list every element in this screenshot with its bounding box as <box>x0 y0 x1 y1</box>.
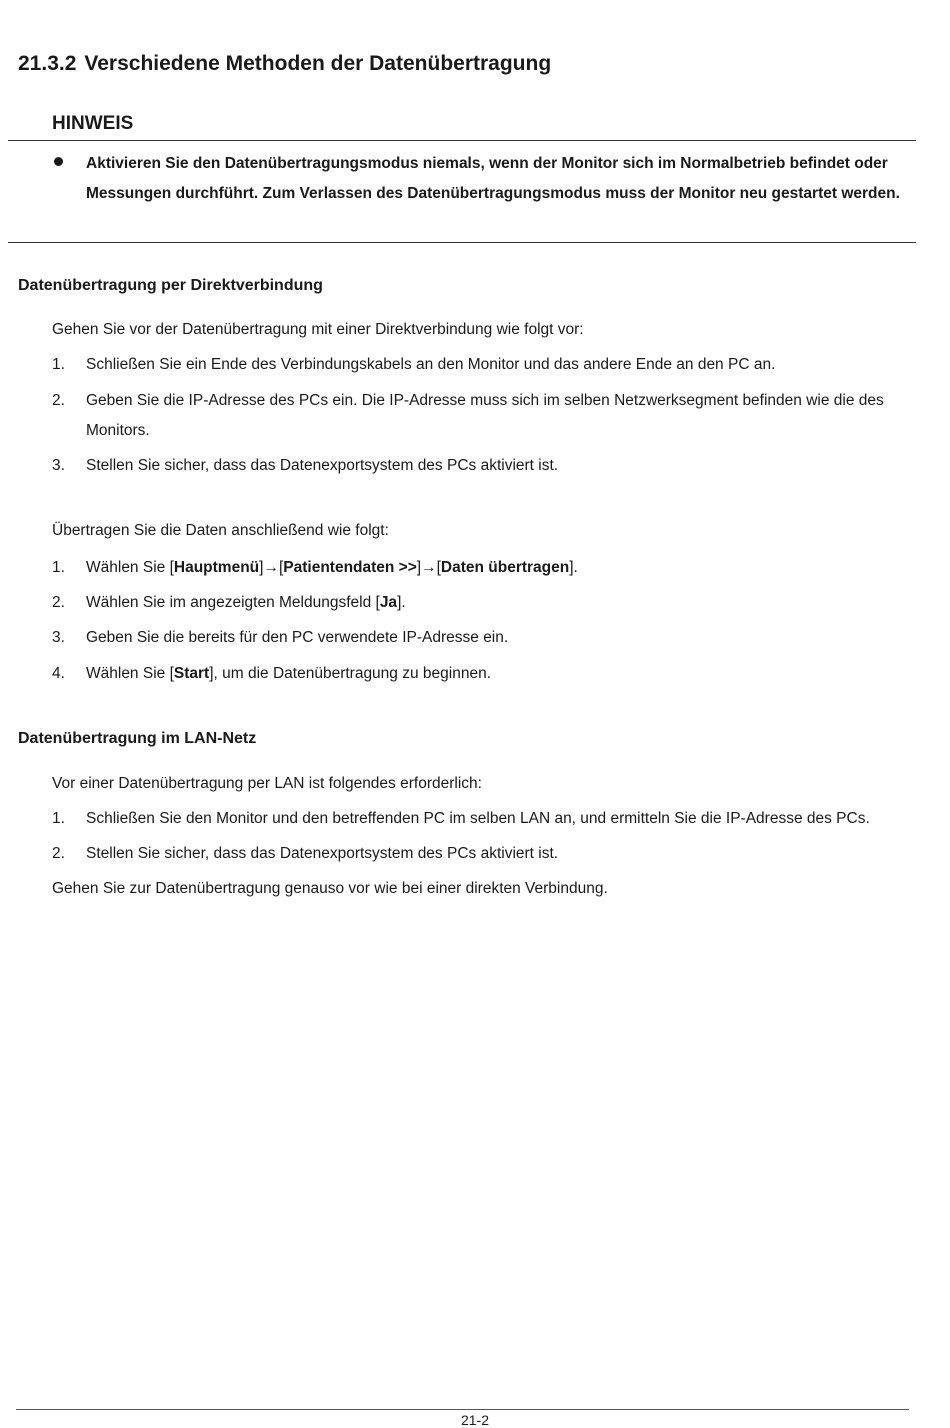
lan-heading: Datenübertragung im LAN-Netz <box>18 730 257 747</box>
note-title: HINWEIS <box>52 113 134 134</box>
transfer-step-1-num: 1. <box>52 559 65 576</box>
direct-step-2-text: Geben Sie die IP-Adresse des PCs ein. Die IP-Adresse muss sich im selben Netzwerksegment befinden wie die des Monitors. <box>86 392 884 439</box>
transfer-intro: Übertragen Sie die Daten anschließend wie folgt: <box>52 522 389 539</box>
lan-outro: Gehen Sie zur Datenübertragung genauso vor wie bei einer direkten Verbindung. <box>52 880 608 897</box>
footer-rule <box>16 1409 909 1410</box>
transfer-step-1-text: Wählen Sie [Hauptmenü]→[Patientendaten >>]→[Daten übertragen]. <box>86 559 578 576</box>
note-text: Aktivieren Sie den Datenübertragungsmodus niemals, wenn der Monitor sich im Normalbetrieb befindet oder Messungen durchführt. Zum Verlassen des Datenübertragungsmodus muss der Monitor neu gestartet werden. <box>86 155 900 202</box>
menu-path-patientendaten: Patientendaten >> <box>283 559 417 576</box>
menu-path-hauptmenu: Hauptmenü <box>173 559 260 576</box>
lan-step-1-num: 1. <box>52 810 65 827</box>
direct-step-1-text: Schließen Sie ein Ende des Verbindungskabels an den Monitor und das andere Ende an den PC an. <box>86 356 776 373</box>
transfer-step-3-num: 3. <box>52 629 65 646</box>
transfer-step-2-text: Wählen Sie im angezeigten Meldungsfeld [Ja]. <box>86 594 406 611</box>
transfer-step-3-text: Geben Sie die bereits für den PC verwendete IP-Adresse ein. <box>86 629 509 646</box>
button-label-ja: Ja <box>379 594 398 611</box>
direct-step-1-num: 1. <box>52 356 65 373</box>
note-top-rule <box>8 140 916 141</box>
direct-intro: Gehen Sie vor der Datenübertragung mit einer Direktverbindung wie folgt vor: <box>52 321 584 338</box>
transfer-step-4-text: Wählen Sie [Start], um die Datenübertragung zu beginnen. <box>86 665 491 682</box>
menu-path-daten-uebertragen: Daten übertragen <box>440 559 570 576</box>
direct-step-3-text: Stellen Sie sicher, dass das Datenexportsystem des PCs aktiviert ist. <box>86 457 559 474</box>
transfer-step-4-num: 4. <box>52 665 65 682</box>
page-number: 21-2 <box>460 1412 490 1428</box>
transfer-step-2-num: 2. <box>52 594 65 611</box>
section-title-text: Verschiedene Methoden der Datenübertragung <box>84 52 552 75</box>
note-bullet-icon <box>54 157 63 166</box>
note-bottom-rule <box>8 242 916 243</box>
lan-step-2-text: Stellen Sie sicher, dass das Datenexportsystem des PCs aktiviert ist. <box>86 845 559 862</box>
direct-step-2-num: 2. <box>52 392 65 409</box>
direct-heading: Datenübertragung per Direktverbindung <box>18 277 323 294</box>
direct-step-3-num: 3. <box>52 457 65 474</box>
section-title <box>18 52 551 76</box>
lan-step-1-text: Schließen Sie den Monitor und den betreffenden PC im selben LAN an, und ermitteln Sie die IP-Adresse des PCs. <box>86 810 870 827</box>
lan-intro: Vor einer Datenübertragung per LAN ist folgendes erforderlich: <box>52 775 482 792</box>
lan-step-2-num: 2. <box>52 845 65 862</box>
section-number: 21.3.2 <box>18 52 77 75</box>
button-label-start: Start <box>173 665 210 682</box>
